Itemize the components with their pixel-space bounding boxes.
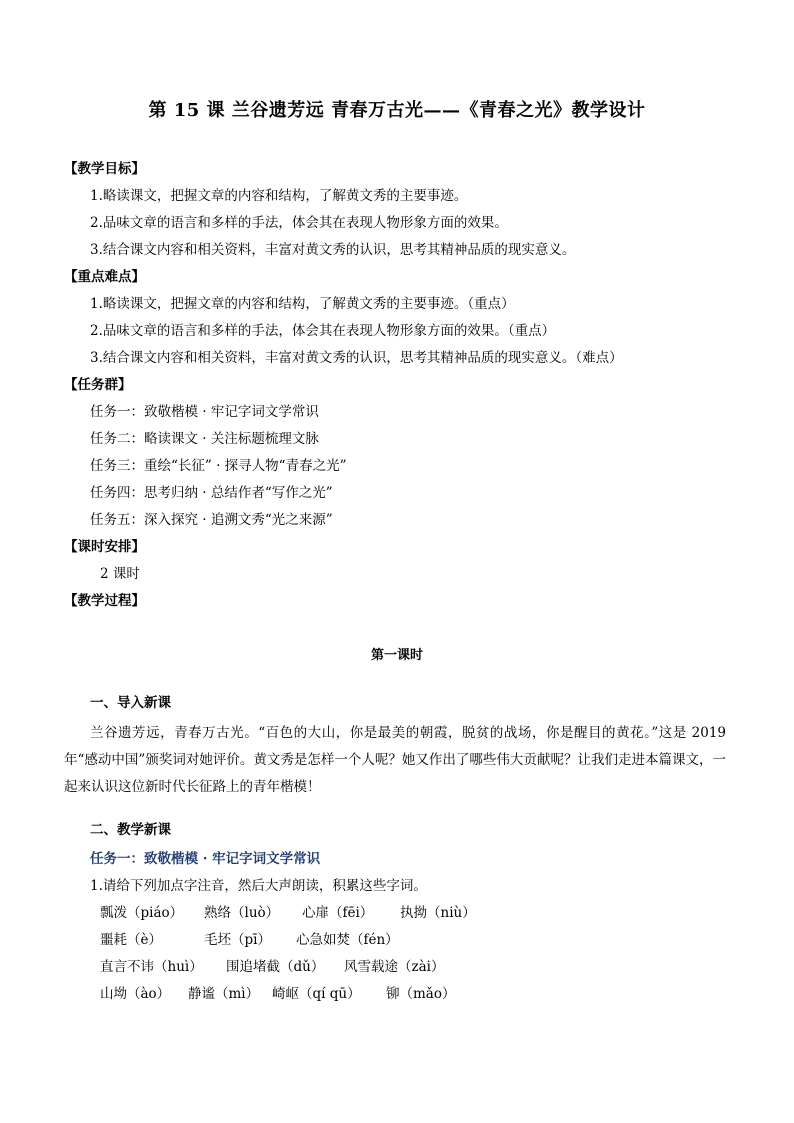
schedule-heading: 【课时安排】 [64,539,145,555]
task-item: 任务二：略读课文 · 关注标题梳理文脉 [90,431,319,447]
goals-heading: 【教学目标】 [64,161,145,177]
intro-paragraph: 兰谷遗芳远，青春万古光。“百色的大山，你是最美的朝霞，脱贫的战场，你是醒目的黄花。”这是 2019 年“感动中国”颁奖词对她评价。黄文秀是怎样一个人呢？她又作出了哪些伟大贡献呢？让我们走进本篇课文，一起来认识这位新时代长征路上的青年楷模！ [64,725,726,795]
key-points-heading: 【重点难点】 [64,269,145,285]
vocab-item: 心急如焚（fén） [296,932,399,948]
vocab-item: 崎岖（qí qū） [272,986,361,1002]
key-point-item: 3.结合课文内容和相关资料，丰富对黄文秀的认识，思考其精神品质的现实意义。（难点） [90,350,623,366]
vocab-item: 铆（mǎo） [386,986,456,1002]
process-heading: 【教学过程】 [64,593,145,609]
vocab-item: 毛坯（pī） [204,932,271,948]
vocab-item: 瓢泼（piáo） [100,905,184,921]
vocab-item: 执拗（niù） [400,905,476,921]
vocab-item: 噩耗（è） [100,932,162,948]
task-item: 任务四：思考归纳 · 总结作者“写作之光” [90,485,333,501]
task-subtitle: 任务一：致敬楷模 · 牢记字词文学常识 [90,851,321,867]
task-item: 任务三：重绘“长征” · 探寻人物“青春之光” [90,458,347,474]
key-point-item: 2.品味文章的语言和多样的手法，体会其在表现人物形象方面的效果。（重点） [90,323,556,339]
section-title: 二、教学新课 [90,822,171,838]
vocab-item: 围追堵截（dǔ） [226,959,325,975]
vocab-item: 静谧（mì） [188,986,260,1002]
goal-item: 1.略读课文，把握文章的内容和结构，了解黄文秀的主要事迹。 [90,188,468,204]
vocab-item: 熟络（luò） [204,905,280,921]
page-title: 第 15 课 兰谷遗芳远 青春万古光——《青春之光》教学设计 [148,100,646,121]
goal-item: 3.结合课文内容和相关资料，丰富对黄文秀的认识，思考其精神品质的现实意义。 [90,242,576,258]
section-title: 一、导入新课 [90,695,171,711]
vocab-item: 风雪载途（zài） [344,959,445,975]
key-point-item: 1.略读课文，把握文章的内容和结构，了解黄文秀的主要事迹。（重点） [90,296,515,312]
lesson-title: 第一课时 [370,648,423,663]
task-item: 任务五：深入探究 · 追溯文秀“光之来源” [90,512,333,528]
vocab-item: 直言不讳（huì） [100,959,203,975]
goal-item: 2.品味文章的语言和多样的手法，体会其在表现人物形象方面的效果。 [90,215,508,231]
tasks-heading: 【任务群】 [64,377,132,393]
task-item: 任务一：致敬楷模 · 牢记字词文学常识 [90,404,319,420]
vocab-item: 山坳（ào） [100,986,171,1002]
schedule-value: 2 课时 [100,566,140,582]
vocab-item: 心扉（fēi） [302,905,374,921]
task-instruction: 1.请给下列加点字注音，然后大声朗读，积累这些字词。 [90,878,427,894]
